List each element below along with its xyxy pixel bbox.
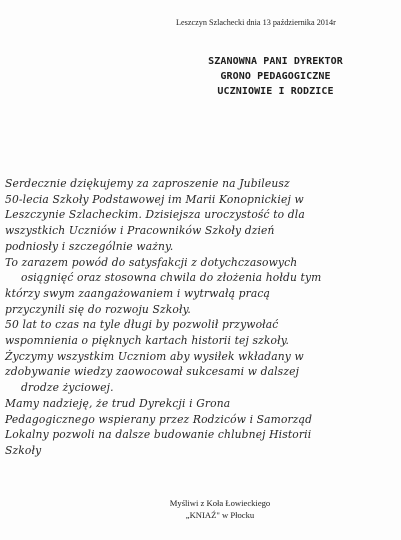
letter-line: Szkoły [5,443,42,457]
signature-line: „KNIAŹ" w Płocku [185,510,255,520]
letter-line: 50 lat to czas na tyle długi by pozwolił przywołać [5,318,279,332]
salutation-line: UCZNIOWIE I RODZICE [217,86,334,97]
salutation-line: SZANOWNA PANI DYREKTOR [208,56,343,67]
letter-line: Mamy nadzieję, że trud Dyrekcji i Grona [5,396,231,410]
salutation-line: GRONO PEDAGOGICZNE [220,71,331,82]
signature-line: Myśliwi z Koła Łowieckiego [169,498,271,508]
letter-line: osiągnięć oraz stosowna chwila do złożenia hołdu tym [21,271,322,285]
letter-line: Serdecznie dziękujemy za zaproszenie na Jubileusz [5,177,290,190]
letter-line: drodze życiowej. [21,381,114,395]
signature-block [145,497,295,521]
place-and-date: Leszczyn Szlachecki dnia 13 października 2014r [176,18,336,27]
letter-line: Leszczynie Szlacheckim. Dzisiejsza uroczystość to dla [5,208,305,222]
letter-line: 50-lecia Szkoły Podstawowej im Marii Konopnickiej w [5,192,304,206]
letter-line: Lokalny pozwoli na dalsze budowanie chlubnej Historii [5,428,312,442]
letter-line: przyczynili się do rozwoju Szkoły. [5,302,191,316]
letter-line: wspomnienia o pięknych kartach historii tej szkoły. [5,334,290,348]
letter-line: To zarazem powód do satysfakcji z dotychczasowych [5,255,298,269]
salutation-block [178,54,373,99]
letter-line: Pedagogicznego wspierany przez Rodziców i Samorząd [5,412,313,426]
letter-line: którzy swym zaangażowaniem i wytrwałą pracą [5,286,271,300]
letter-line: podniosły i szczególnie ważny. [5,239,174,253]
letter-line: wszystkich Uczniów i Pracowników Szkoły dzień [5,224,275,238]
letter-line: zdobywanie wiedzy zaowocował sukcesami w dalszej [5,365,300,379]
letter-body [5,176,397,459]
letter-line: Życzymy wszystkim Uczniom aby wysiłek wkładany w [5,349,304,363]
